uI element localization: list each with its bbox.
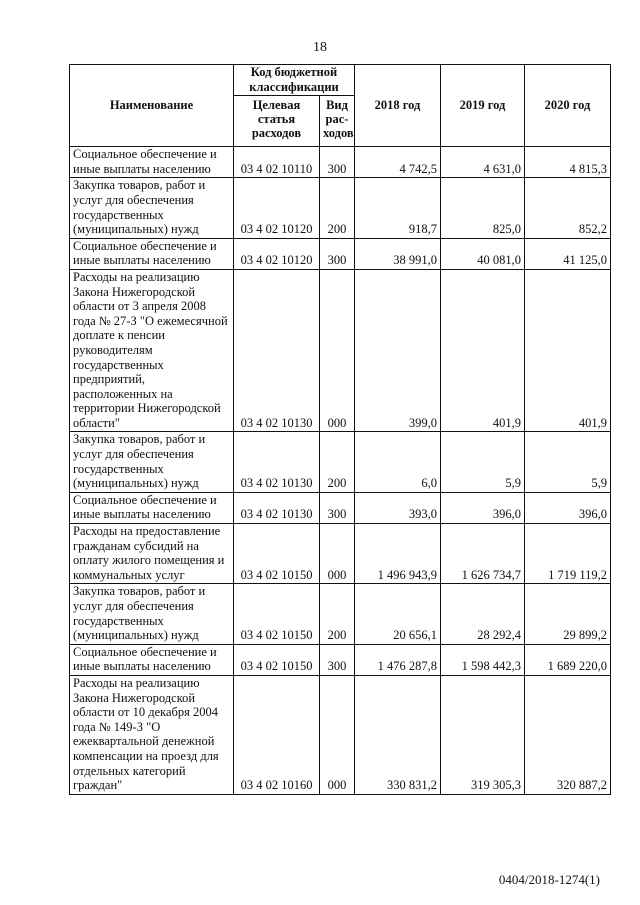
row-target-article: 03 4 02 10150: [234, 524, 320, 584]
column-header-2019: 2019 год: [441, 65, 525, 147]
table-row: [70, 675, 611, 794]
row-expense-type: 200: [320, 178, 355, 238]
row-value-2019: 4 631,0: [441, 147, 525, 178]
table-row: [70, 492, 611, 523]
row-name: Социальное обеспечение и иные выплаты населению: [70, 147, 234, 178]
row-value-2018: 918,7: [355, 178, 441, 238]
row-value-2020: 401,9: [525, 269, 611, 432]
table-body: [70, 147, 611, 795]
row-value-2018: 4 742,5: [355, 147, 441, 178]
row-value-2020: 1 689 220,0: [525, 644, 611, 675]
row-value-2018: 399,0: [355, 269, 441, 432]
row-expense-type: 000: [320, 524, 355, 584]
row-value-2018: 1 476 287,8: [355, 644, 441, 675]
column-header-budget-code: Код бюджетной классификации: [234, 65, 355, 96]
row-expense-type: 000: [320, 269, 355, 432]
row-expense-type: 300: [320, 644, 355, 675]
row-value-2019: 1 598 442,3: [441, 644, 525, 675]
row-value-2019: 396,0: [441, 492, 525, 523]
row-target-article: 03 4 02 10150: [234, 584, 320, 644]
row-value-2019: 40 081,0: [441, 238, 525, 269]
row-value-2020: 320 887,2: [525, 675, 611, 794]
budget-table: [69, 64, 611, 795]
row-value-2020: 5,9: [525, 432, 611, 492]
row-target-article: 03 4 02 10120: [234, 178, 320, 238]
row-target-article: 03 4 02 10150: [234, 644, 320, 675]
row-value-2019: 319 305,3: [441, 675, 525, 794]
row-expense-type: 200: [320, 432, 355, 492]
row-target-article: 03 4 02 10110: [234, 147, 320, 178]
document-code: 0404/2018-1274(1): [498, 872, 600, 887]
row-value-2018: 20 656,1: [355, 584, 441, 644]
row-value-2019: 28 292,4: [441, 584, 525, 644]
row-value-2020: 852,2: [525, 178, 611, 238]
table-row: [70, 584, 611, 644]
table-row: [70, 238, 611, 269]
column-header-expense-type: Вид рас-ходов: [320, 96, 355, 147]
row-name: Расходы на предоставление гражданам субсидий на оплату жилого помещения и коммунальных услуг: [70, 524, 234, 584]
row-value-2018: 1 496 943,9: [355, 524, 441, 584]
row-value-2018: 38 991,0: [355, 238, 441, 269]
row-name: Закупка товаров, работ и услуг для обеспечения государственных (муниципальных) нужд: [70, 178, 234, 238]
column-header-2020: 2020 год: [525, 65, 611, 147]
row-value-2020: 4 815,3: [525, 147, 611, 178]
column-header-name: Наименование: [70, 65, 234, 147]
row-name: Социальное обеспечение и иные выплаты населению: [70, 644, 234, 675]
row-value-2020: 1 719 119,2: [525, 524, 611, 584]
column-header-2018: 2018 год: [355, 65, 441, 147]
row-value-2019: 1 626 734,7: [441, 524, 525, 584]
table-row: [70, 644, 611, 675]
table-row: [70, 432, 611, 492]
table-row: [70, 178, 611, 238]
row-target-article: 03 4 02 10160: [234, 675, 320, 794]
row-value-2020: 41 125,0: [525, 238, 611, 269]
row-value-2018: 6,0: [355, 432, 441, 492]
row-target-article: 03 4 02 10130: [234, 492, 320, 523]
row-expense-type: 300: [320, 238, 355, 269]
row-name: Расходы на реализацию Закона Нижегородской области от 3 апреля 2008 года № 27-З "О ежемесячной доплате к пенсии руководителям государственных предприятий, расположенных на территории Нижегородской области": [70, 269, 234, 432]
row-target-article: 03 4 02 10130: [234, 432, 320, 492]
row-value-2020: 396,0: [525, 492, 611, 523]
table-row: [70, 269, 611, 432]
row-expense-type: 200: [320, 584, 355, 644]
row-expense-type: 000: [320, 675, 355, 794]
row-value-2018: 393,0: [355, 492, 441, 523]
row-value-2019: 825,0: [441, 178, 525, 238]
row-value-2020: 29 899,2: [525, 584, 611, 644]
table-row: [70, 147, 611, 178]
table-row: [70, 524, 611, 584]
row-target-article: 03 4 02 10120: [234, 238, 320, 269]
row-target-article: 03 4 02 10130: [234, 269, 320, 432]
row-value-2019: 401,9: [441, 269, 525, 432]
column-header-target-article: Целевая статья расходов: [234, 96, 320, 147]
row-name: Закупка товаров, работ и услуг для обеспечения государственных (муниципальных) нужд: [70, 584, 234, 644]
row-name: Закупка товаров, работ и услуг для обеспечения государственных (муниципальных) нужд: [70, 432, 234, 492]
row-expense-type: 300: [320, 492, 355, 523]
row-expense-type: 300: [320, 147, 355, 178]
row-value-2018: 330 831,2: [355, 675, 441, 794]
page-number: 18: [313, 40, 327, 55]
row-name: Социальное обеспечение и иные выплаты населению: [70, 238, 234, 269]
row-name: Расходы на реализацию Закона Нижегородской области от 10 декабря 2004 года № 149-З "О ежеквартальной денежной компенсации на проезд для отдельных категорий граждан": [70, 675, 234, 794]
row-name: Социальное обеспечение и иные выплаты населению: [70, 492, 234, 523]
row-value-2019: 5,9: [441, 432, 525, 492]
